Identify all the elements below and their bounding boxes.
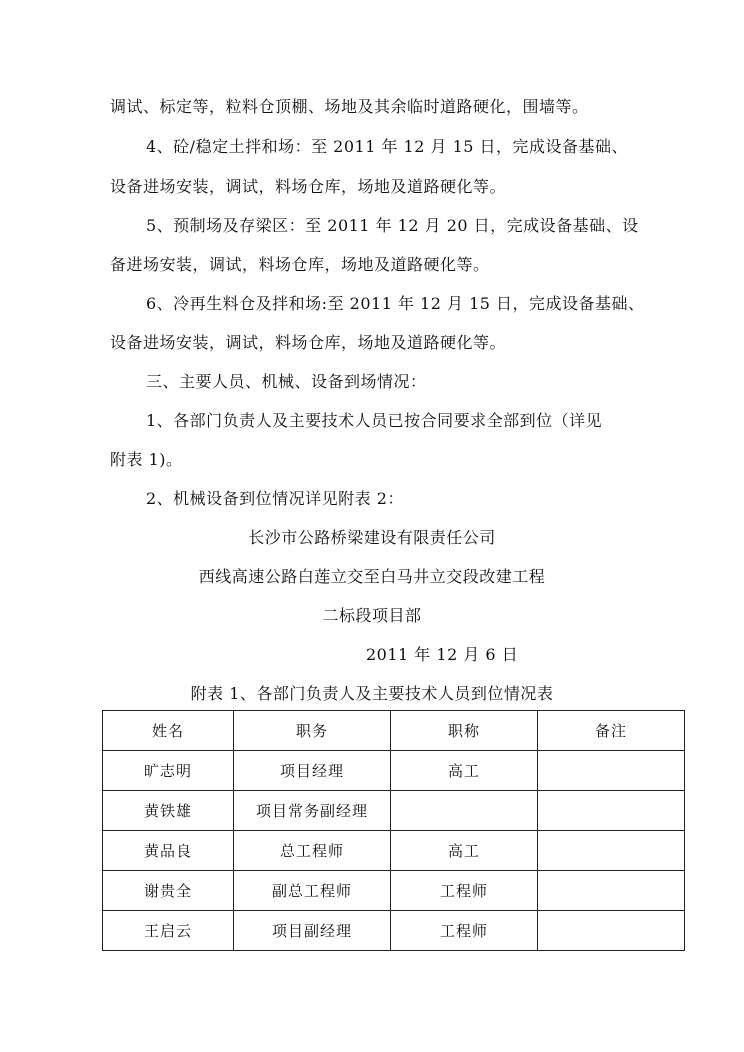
table-row [103, 791, 685, 831]
cell-title: 工程师 [391, 911, 538, 951]
header-title: 职称 [391, 711, 538, 751]
signature-date: 2011 年 12 月 6 日 [366, 645, 519, 664]
header-remarks: 备注 [538, 711, 685, 751]
section-heading: 三、主要人员、机械、设备到场情况： [146, 372, 427, 391]
paragraph-line: 调试、标定等，粒料仓顶棚、场地及其余临时道路硬化，围墙等。 [110, 97, 589, 116]
cell-position: 项目经理 [234, 751, 391, 791]
paragraph-line: 2、机械设备到位情况详见附表 2： [146, 489, 404, 508]
header-name: 姓名 [103, 711, 234, 751]
cell-title: 高工 [391, 831, 538, 871]
header-position: 职务 [234, 711, 391, 751]
paragraph-line: 设备进场安装，调试，料场仓库，场地及道路硬化等。 [110, 333, 507, 352]
cell-title [391, 791, 538, 831]
cell-remarks [538, 911, 685, 951]
paragraph-line: 备进场安装，调试，料场仓库，场地及道路硬化等。 [110, 255, 490, 274]
cell-title: 高工 [391, 751, 538, 791]
paragraph-line: 设备进场安装，调试，料场仓库，场地及道路硬化等。 [110, 177, 507, 196]
table-row [103, 871, 685, 911]
cell-name: 黄品良 [103, 831, 234, 871]
cell-remarks [538, 871, 685, 911]
cell-name: 王启云 [103, 911, 234, 951]
paragraph-line: 1、各部门负责人及主要技术人员已按合同要求全部到位（详见 [146, 411, 603, 430]
cell-name: 黄铁雄 [103, 791, 234, 831]
paragraph-line: 6、冷再生料仓及拌和场:至 2011 年 12 月 15 日，完成设备基础、 [146, 294, 645, 313]
table-header-row [103, 711, 685, 751]
table-row [103, 911, 685, 951]
signature-project: 西线高速公路白莲立交至白马井立交段改建工程 [198, 567, 546, 586]
cell-remarks [538, 751, 685, 791]
paragraph-line: 5、预制场及存梁区：至 2011 年 12 月 20 日，完成设备基础、设 [146, 216, 639, 235]
paragraph-line: 4、砼/稳定土拌和场：至 2011 年 12 月 15 日，完成设备基础、 [146, 137, 629, 156]
table-caption: 附表 1、各部门负责人及主要技术人员到位情况表 [190, 684, 554, 703]
signature-department: 二标段项目部 [322, 606, 422, 625]
cell-position: 总工程师 [234, 831, 391, 871]
cell-remarks [538, 831, 685, 871]
cell-name: 旷志明 [103, 751, 234, 791]
table-row [103, 751, 685, 791]
cell-remarks [538, 791, 685, 831]
cell-name: 谢贵全 [103, 871, 234, 911]
signature-company: 长沙市公路桥梁建设有限责任公司 [248, 528, 496, 547]
cell-title: 工程师 [391, 871, 538, 911]
cell-position: 项目常务副经理 [234, 791, 391, 831]
cell-position: 副总工程师 [234, 871, 391, 911]
table-row [103, 831, 685, 871]
staff-table [102, 710, 685, 951]
cell-position: 项目副经理 [234, 911, 391, 951]
paragraph-line: 附表 1)。 [110, 450, 183, 469]
